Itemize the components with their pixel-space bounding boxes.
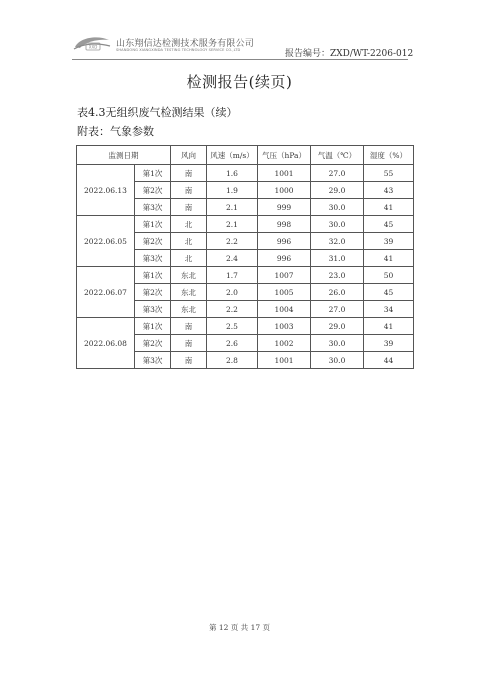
wind-speed-cell: 2.4 [207, 250, 258, 267]
table-row [77, 216, 414, 233]
header-wind-direction: 风向 [171, 146, 207, 165]
humidity-cell: 45 [364, 284, 414, 301]
pressure-cell: 996 [258, 233, 311, 250]
report-number: 报告编号：ZXD/WT-2206-012 [285, 49, 414, 59]
wind-direction-cell: 南 [171, 352, 207, 369]
date-cell: 2022.06.05 [77, 216, 135, 267]
table-caption: 表4.3无组织废气检测结果（续） [77, 106, 238, 119]
temperature-cell: 29.0 [311, 182, 364, 199]
page-footer: 第 12 页 共 17 页 [208, 623, 270, 632]
header-pressure: 气压（hPa） [258, 146, 311, 165]
wind-direction-cell: 北 [171, 250, 207, 267]
humidity-cell: 41 [364, 318, 414, 335]
humidity-cell: 45 [364, 216, 414, 233]
wind-direction-cell: 东北 [171, 301, 207, 318]
page-title: 检测报告(续页) [186, 73, 293, 91]
wind-speed-cell: 2.1 [207, 216, 258, 233]
wind-speed-cell: 1.9 [207, 182, 258, 199]
pressure-cell: 996 [258, 250, 311, 267]
wind-speed-cell: 1.7 [207, 267, 258, 284]
time-cell: 第3次 [135, 250, 171, 267]
appendix-caption: 附表：气象参数 [77, 125, 154, 138]
humidity-cell: 50 [364, 267, 414, 284]
time-cell: 第2次 [135, 284, 171, 301]
humidity-cell: 41 [364, 250, 414, 267]
time-cell: 第2次 [135, 233, 171, 250]
header-wind-speed: 风速（m/s） [207, 146, 258, 165]
temperature-cell: 31.0 [311, 250, 364, 267]
wind-speed-cell: 2.2 [207, 233, 258, 250]
wind-direction-cell: 东北 [171, 284, 207, 301]
date-cell: 2022.06.13 [77, 165, 135, 216]
pressure-cell: 1000 [258, 182, 311, 199]
wind-speed-cell: 2.6 [207, 335, 258, 352]
pressure-cell: 1001 [258, 165, 311, 182]
time-cell: 第2次 [135, 335, 171, 352]
humidity-cell: 43 [364, 182, 414, 199]
table-header-row [77, 146, 414, 165]
temperature-cell: 30.0 [311, 335, 364, 352]
temperature-cell: 27.0 [311, 301, 364, 318]
temperature-cell: 30.0 [311, 216, 364, 233]
table-row [77, 318, 414, 335]
wind-speed-cell: 2.1 [207, 199, 258, 216]
company-name-en: SHANDONG XIANGXINDA TESTING TECHNOLOGY SERVICE CO.,LTD [116, 48, 241, 52]
temperature-cell: 30.0 [311, 199, 364, 216]
wind-direction-cell: 北 [171, 233, 207, 250]
header-divider [72, 59, 408, 60]
temperature-cell: 32.0 [311, 233, 364, 250]
temperature-cell: 30.0 [311, 352, 364, 369]
wind-direction-cell: 南 [171, 335, 207, 352]
time-cell: 第3次 [135, 301, 171, 318]
date-cell: 2022.06.08 [77, 318, 135, 369]
svg-text:XXD: XXD [88, 44, 98, 50]
humidity-cell: 41 [364, 199, 414, 216]
wind-speed-cell: 1.6 [207, 165, 258, 182]
wind-direction-cell: 南 [171, 199, 207, 216]
wind-direction-cell: 南 [171, 165, 207, 182]
pressure-cell: 1003 [258, 318, 311, 335]
wind-direction-cell: 北 [171, 216, 207, 233]
header-date: 监测日期 [77, 146, 171, 165]
wind-speed-cell: 2.5 [207, 318, 258, 335]
time-cell: 第2次 [135, 182, 171, 199]
pressure-cell: 1001 [258, 352, 311, 369]
wind-speed-cell: 2.2 [207, 301, 258, 318]
time-cell: 第1次 [135, 267, 171, 284]
company-name-cn: 山东翔信达检测技术服务有限公司 [116, 39, 255, 49]
pressure-cell: 1007 [258, 267, 311, 284]
pressure-cell: 1005 [258, 284, 311, 301]
time-cell: 第3次 [135, 352, 171, 369]
humidity-cell: 55 [364, 165, 414, 182]
wind-speed-cell: 2.8 [207, 352, 258, 369]
pressure-cell: 998 [258, 216, 311, 233]
wind-direction-cell: 南 [171, 182, 207, 199]
time-cell: 第1次 [135, 318, 171, 335]
time-cell: 第1次 [135, 216, 171, 233]
time-cell: 第3次 [135, 199, 171, 216]
temperature-cell: 29.0 [311, 318, 364, 335]
humidity-cell: 39 [364, 335, 414, 352]
header-temperature: 气温（℃） [311, 146, 364, 165]
temperature-cell: 26.0 [311, 284, 364, 301]
date-cell: 2022.06.07 [77, 267, 135, 318]
humidity-cell: 39 [364, 233, 414, 250]
header-humidity: 湿度（%） [364, 146, 414, 165]
wind-speed-cell: 2.0 [207, 284, 258, 301]
temperature-cell: 23.0 [311, 267, 364, 284]
pressure-cell: 999 [258, 199, 311, 216]
pressure-cell: 1002 [258, 335, 311, 352]
wind-direction-cell: 东北 [171, 267, 207, 284]
wind-direction-cell: 南 [171, 318, 207, 335]
table-row [77, 267, 414, 284]
pressure-cell: 1004 [258, 301, 311, 318]
humidity-cell: 44 [364, 352, 414, 369]
temperature-cell: 27.0 [311, 165, 364, 182]
meteorological-table [76, 145, 414, 369]
table-row [77, 165, 414, 182]
humidity-cell: 34 [364, 301, 414, 318]
time-cell: 第1次 [135, 165, 171, 182]
company-logo-icon [72, 33, 112, 55]
